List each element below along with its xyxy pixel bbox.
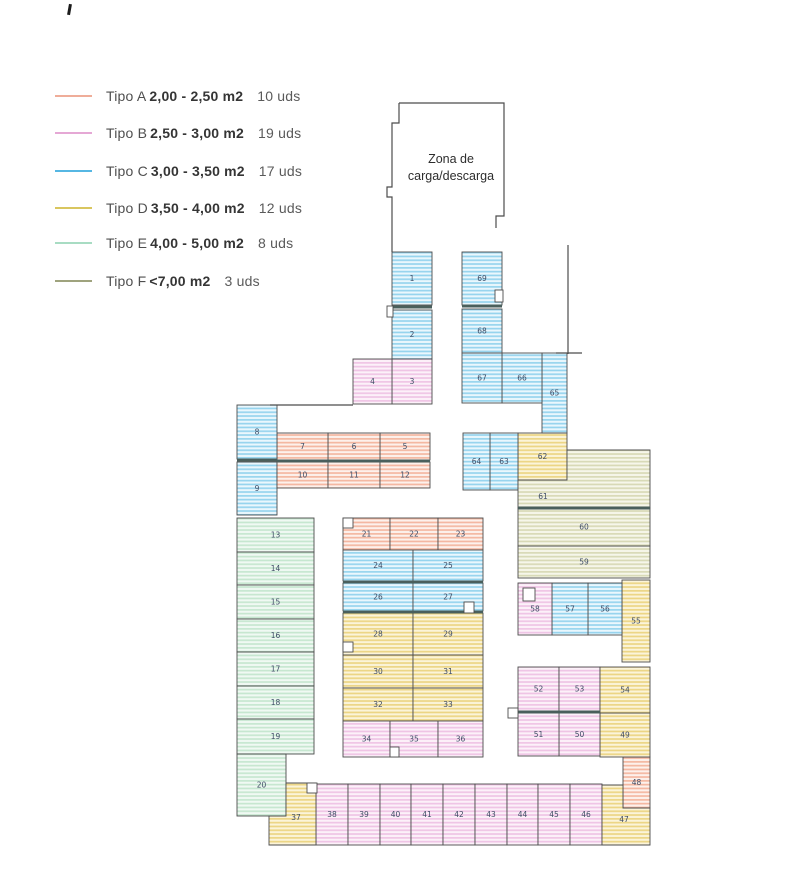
unit-label-6: 6 [351, 442, 357, 451]
unit-label-31: 31 [443, 667, 453, 676]
unit-label-21: 21 [361, 529, 372, 539]
unit-label-59: 59 [579, 557, 589, 567]
legend-label: Tipo B 2,50 - 3,00 m2 19 uds [106, 125, 302, 141]
unit-label-7: 7 [300, 442, 305, 451]
unit-label-46: 46 [581, 810, 591, 819]
unit-label-8: 8 [254, 427, 260, 437]
unit-label-68: 68 [477, 326, 487, 336]
unit-label-40: 40 [390, 810, 401, 819]
unit-label-51: 51 [533, 730, 544, 739]
unit-label-2: 2 [409, 330, 415, 339]
unit-label-14: 14 [270, 564, 281, 573]
unit-label-23: 23 [455, 529, 466, 539]
unit-label-16: 16 [270, 631, 281, 640]
unit-label-36: 36 [455, 734, 466, 744]
legend-label: Tipo F <7,00 m2 3 uds [106, 273, 260, 289]
unit-label-35: 35 [409, 734, 419, 744]
unit-label-34: 34 [361, 734, 372, 744]
unit-label-58: 58 [530, 604, 540, 614]
unit-label-13: 13 [270, 530, 281, 540]
unit-label-44: 44 [517, 810, 528, 819]
unit-label-61: 61 [538, 492, 548, 501]
unit-label-15: 15 [270, 597, 281, 607]
unit-label-37: 37 [291, 813, 301, 822]
unit-label-22: 22 [409, 529, 419, 539]
unit-label-54: 54 [620, 685, 630, 695]
unit-label-43: 43 [486, 810, 496, 819]
unit-label-28: 28 [373, 629, 383, 639]
legend-label: Tipo E 4,00 - 5,00 m2 8 uds [106, 235, 294, 251]
unit-label-55: 55 [631, 616, 641, 626]
pillar [307, 783, 317, 793]
unit-label-62: 62 [537, 452, 548, 461]
unit-label-26: 26 [373, 592, 383, 602]
unit-label-20: 20 [256, 780, 267, 790]
unit-label-4: 4 [370, 377, 375, 386]
unit-label-66: 66 [517, 373, 527, 383]
unit-label-65: 65 [549, 388, 560, 398]
unit-label-47: 47 [619, 815, 629, 824]
unit-label-11: 11 [349, 470, 359, 480]
unit-label-18: 18 [270, 698, 281, 707]
unit-label-60: 60 [579, 522, 589, 532]
pillar [495, 290, 503, 302]
unit-label-42: 42 [454, 810, 464, 819]
unit-label-56: 56 [600, 604, 610, 614]
unit-label-45: 45 [549, 810, 559, 819]
unit-label-50: 50 [574, 730, 585, 739]
pillar [343, 642, 353, 652]
unit-label-67: 67 [477, 373, 487, 383]
unit-label-19: 19 [270, 732, 281, 741]
unit-label-49: 49 [620, 730, 630, 740]
unit-label-24: 24 [373, 561, 383, 570]
pillar [387, 306, 393, 317]
unit-label-41: 41 [422, 810, 432, 819]
unit-label-53: 53 [574, 684, 585, 694]
legend-label: Tipo C 3,00 - 3,50 m2 17 uds [106, 163, 303, 179]
legend-label: Tipo A 2,00 - 2,50 m2 10 uds [106, 88, 301, 104]
unit-label-17: 17 [270, 664, 281, 674]
unit-label-32: 32 [373, 700, 383, 709]
loading-zone-label-line2: carga/descarga [407, 169, 495, 183]
unit-label-10: 10 [297, 470, 308, 480]
unit-label-69: 69 [477, 274, 487, 283]
unit-label-52: 52 [533, 684, 544, 694]
pillar [523, 588, 535, 601]
unit-label-39: 39 [359, 810, 369, 819]
unit-label-48: 48 [631, 778, 642, 787]
unit-label-1: 1 [409, 274, 415, 283]
pillar [508, 708, 518, 718]
loading-zone-label-line1: Zona de [428, 152, 474, 166]
unit-label-30: 30 [373, 667, 383, 676]
unit-label-29: 29 [443, 629, 453, 639]
unit-label-3: 3 [409, 377, 415, 386]
unit-label-25: 25 [443, 561, 453, 570]
pillar [390, 747, 399, 757]
unit-label-38: 38 [327, 810, 337, 819]
pillar [343, 518, 353, 528]
unit-label-5: 5 [402, 442, 408, 451]
unit-label-27: 27 [443, 592, 453, 602]
unit-label-63: 63 [499, 457, 509, 466]
wall-outline [387, 103, 399, 252]
legend-label: Tipo D 3,50 - 4,00 m2 12 uds [106, 200, 303, 216]
unit-label-57: 57 [565, 604, 575, 614]
unit-label-33: 33 [443, 700, 453, 709]
unit-label-9: 9 [254, 484, 260, 493]
unit-label-64: 64 [471, 457, 482, 466]
unit-label-12: 12 [400, 470, 410, 480]
pillar [464, 602, 474, 613]
